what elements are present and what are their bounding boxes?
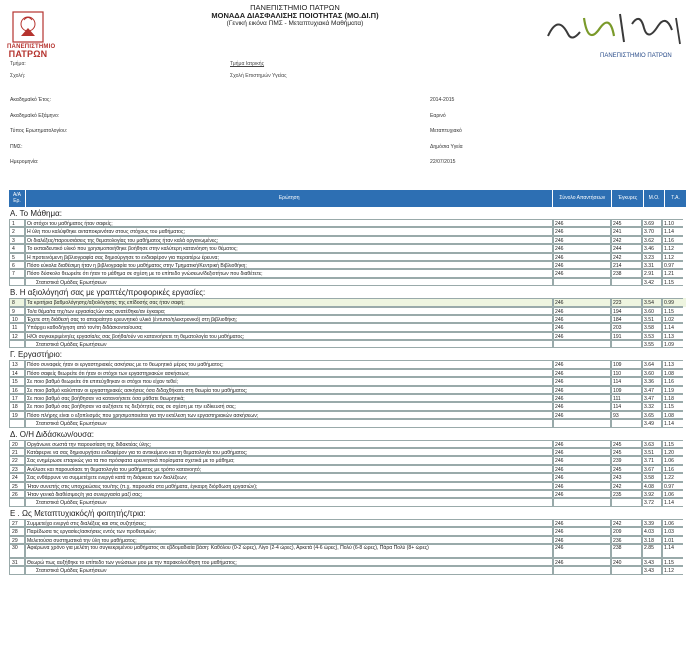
stddev-value: 1.14 [662,544,683,558]
question-number: 19 [9,411,25,419]
question-text: Έχετε στη διάθεσή σας το απαραίτητο ερευνητικό υλικό (έντυπο/ηλεκτρονικό) στη βιβλιοθήκη; [25,315,553,323]
valid-count: 238 [611,269,642,277]
question-number: 29 [9,536,25,544]
table-row [9,519,686,527]
valid-count [611,340,642,348]
mean-value: 3.58 [642,473,662,481]
stddev-value: 1.09 [662,340,683,348]
mean-value: 2.85 [642,544,662,558]
mean-value: 4.03 [642,527,662,535]
table-body [9,208,686,575]
stddev-value: 1.14 [662,419,683,427]
question-text: Η/Οι συγκεκριμένη/ες εργασία/ες σας βοήθα/ούν να κατανοήσετε τη θεματολογία του μαθήματος; [25,332,553,340]
question-number: 21 [9,448,25,456]
header-answers: Σύνολο Απαντήσεων [553,190,612,207]
mean-value: 3.58 [642,323,662,331]
stddev-value: 1.13 [662,360,683,368]
question-number [9,278,25,286]
table-row [9,298,686,306]
stddev-value: 1.01 [662,536,683,544]
stddev-value: 0.99 [662,298,683,306]
stddev-value: 1.10 [662,219,683,227]
question-text: Οι στόχοι του μαθήματος ήταν σαφείς; [25,219,553,227]
stddev-value: 1.14 [662,227,683,235]
question-number: 27 [9,519,25,527]
university-emblem-icon [7,10,49,44]
mean-value: 4.08 [642,482,662,490]
answers-count: 246 [553,527,611,535]
question-text: Σε ποιο βαθμό σας βοήθησαν να κατανοήσετε όσα μάθατε θεωρητικά; [25,394,553,402]
question-number: 8 [9,298,25,306]
stddev-value: 1.06 [662,456,683,464]
modip-signature-icon [540,6,688,54]
valid-count: 194 [611,307,642,315]
survey-info [10,96,690,174]
answers-count: 246 [553,440,611,448]
answers-count: 246 [553,448,611,456]
answers-count: 246 [553,360,611,368]
mean-value: 3.92 [642,490,662,498]
mean-value: 3.65 [642,411,662,419]
question-text: Παρέδωσα τις εργασίες/ασκήσεις εντός των προθεσμιών; [25,527,553,535]
table-row [9,440,686,448]
question-number: 24 [9,473,25,481]
valid-count: 245 [611,448,642,456]
mean-value: 3.51 [642,448,662,456]
valid-count [611,566,642,574]
group-statistics-row [9,278,686,286]
question-text: Το εκπαιδευτικό υλικό που χρησιμοποιήθηκε βοήθησε στην καλύτερη κατανόηση του θέματος; [25,244,553,252]
question-text: Συμμετείχα ενεργά στις διαλέξεις και στις συζητήσεις; [25,519,553,527]
question-number: 6 [9,261,25,269]
mean-value: 3.54 [642,298,662,306]
mean-value: 3.67 [642,465,662,473]
question-number: 9 [9,307,25,315]
valid-count [611,419,642,427]
table-row [9,456,686,464]
group-statistics-row [9,498,686,506]
question-number: 5 [9,253,25,261]
question-number: 12 [9,332,25,340]
question-text: Θεωρώ πως αυξήθηκε το επίπεδο των γνώσεων μου με την παρακολούθηση του μαθήματος; [25,558,553,566]
stddev-value: 1.15 [662,440,683,448]
header-no: Α/Α Ερ. [9,190,26,207]
mean-value: 3.51 [642,315,662,323]
question-number: 11 [9,323,25,331]
stddev-value: 1.06 [662,519,683,527]
stddev-value: 1.14 [662,323,683,331]
valid-count: 93 [611,411,642,419]
questionnaire-type-value: Μεταπτυχιακό [430,128,462,134]
section-title: Δ. Ο/Η Διδάσκων/ουσα: [10,429,94,439]
valid-count: 242 [611,482,642,490]
semester-value: Εαρινό [430,112,446,119]
table-row [9,448,686,456]
valid-count: 241 [611,227,642,235]
question-number [9,566,25,574]
answers-count: 246 [553,315,611,323]
mean-value: 3.64 [642,360,662,368]
table-row [9,253,686,261]
table-row [9,527,686,535]
valid-count: 240 [611,558,642,566]
answers-count: 246 [553,244,611,252]
stddev-value: 0.97 [662,482,683,490]
table-row [9,558,686,566]
stddev-value: 1.16 [662,377,683,385]
valid-count: 245 [611,465,642,473]
question-text: Στατιστικά Ομάδας Ερωτήσεων [25,498,553,506]
stddev-value: 0.97 [662,261,683,269]
mean-value: 3.46 [642,244,662,252]
stddev-value: 1.15 [662,558,683,566]
table-row [9,227,686,235]
stddev-value: 1.08 [662,411,683,419]
answers-count: 246 [553,386,611,394]
question-text: Το/α θέμα/τα της/των εργασίας/ών σας ανατέθηκε/αν έγκαιρα; [25,307,553,315]
mean-value: 3.62 [642,236,662,244]
valid-count [611,498,642,506]
group-statistics-row [9,419,686,427]
answers-count: 246 [553,261,611,269]
question-number: 14 [9,369,25,377]
valid-count: 223 [611,298,642,306]
answers-count: 246 [553,490,611,498]
question-text: Τα κριτήρια βαθμολόγησης/αξιολόγησης της επίδοσής σας ήταν σαφή; [25,298,553,306]
valid-count: 214 [611,261,642,269]
table-row [9,536,686,544]
mean-value: 3.31 [642,261,662,269]
stddev-value: 1.12 [662,566,683,574]
stddev-value: 1.12 [662,244,683,252]
mean-value: 3.70 [642,227,662,235]
question-number: 20 [9,440,25,448]
header-stddev: Τ.Α. [671,194,680,201]
question-number: 25 [9,482,25,490]
valid-count: 110 [611,369,642,377]
question-number: 13 [9,360,25,368]
mean-value: 3.43 [642,558,662,566]
mean-value: 3.47 [642,386,662,394]
question-text: Η ύλη που καλύφθηκε ανταποκρινόταν στους στόχους του μαθήματος; [25,227,553,235]
university-logo [7,10,56,59]
question-text: Στατιστικά Ομάδας Ερωτήσεων [25,340,553,348]
answers-count: 246 [553,332,611,340]
table-row [9,544,686,558]
answers-count: 246 [553,536,611,544]
table-row [9,490,686,498]
question-text: Αφιέρωνα χρόνο για μελέτη του συγκεκριμένου μαθήματος σε εβδομαδιαία βάση: Καθόλου (0-2 ώρες), Λίγο (2-4 ώρες), Αρκετά (4-6 ώρες), Πολύ (6-8 ώρες), Πάρα Πολύ (8+ ώρες) [25,544,553,558]
question-number [9,419,25,427]
question-text: Πόσο δύσκολο θεωρείτε ότι ήταν το μάθημα σε σχέση με το επίπεδο γνώσεων/δεξιοτήτων που διαθέτετε; [25,269,553,277]
table-row [9,315,686,323]
question-number [9,498,25,506]
question-number: 18 [9,402,25,410]
answers-count: 246 [553,519,611,527]
stddev-value: 1.12 [662,253,683,261]
valid-count: 245 [611,440,642,448]
stddev-value: 1.15 [662,402,683,410]
answers-count: 246 [553,236,611,244]
table-row [9,307,686,315]
valid-count: 242 [611,519,642,527]
question-text: Η προτεινόμενη βιβλιογραφία σας δημιούργησε το ενδιαφέρον για περαιτέρω έρευνα; [25,253,553,261]
valid-count: 239 [611,456,642,464]
mean-value: 3.55 [642,340,662,348]
header-question: Ερώτηση [26,190,553,207]
stddev-value: 1.19 [662,386,683,394]
valid-count: 109 [611,360,642,368]
valid-count: 114 [611,402,642,410]
answers-count: 246 [553,558,611,566]
program-label: ΠΜΣ: [10,143,23,150]
question-number: 7 [9,269,25,277]
answers-count [553,566,611,574]
section-title: Γ. Εργαστήριο: [10,350,63,360]
question-number: 4 [9,244,25,252]
valid-count: 242 [611,236,642,244]
question-text: Σας ενημέρωσε επαρκώς για τα πιο πρόσφατα ερευνητικά πορίσματα σχετικά με το μάθημα; [25,456,553,464]
answers-count: 246 [553,307,611,315]
answers-count [553,340,611,348]
table-row [9,236,686,244]
stddev-value: 1.20 [662,448,683,456]
date-value: 22/07/2015 [430,159,456,165]
table-header [9,190,686,207]
stddev-value: 1.03 [662,527,683,535]
questionnaire-type-label: Τύπος Ερωτηματολογίου: [10,128,68,134]
mean-value: 3.53 [642,332,662,340]
header-unit: ΜΟΝΑΔΑ ΔΙΑΣΦΑΛΙΣΗΣ ΠΟΙΟΤΗΤΑΣ (ΜΟ.ΔΙ.Π) [211,11,379,20]
question-text: Σε ποιο βαθμό σας βοήθησαν να αυξήσετε τις δεξιότητές σας σε σχέση με την ειδίκευσή σας; [25,402,553,410]
question-number: 3 [9,236,25,244]
department-value: Τμήμα Ιατρικής [230,61,265,67]
stddev-value: 1.16 [662,465,683,473]
table-row [9,482,686,490]
question-text: Πόσο συναφείς ήταν οι εργαστηριακές ασκήσεις με το θεωρητικό μέρος του μαθήματος; [25,360,553,368]
group-statistics-row [9,566,686,574]
mean-value: 3.36 [642,377,662,385]
valid-count: 109 [611,386,642,394]
valid-count: 244 [611,244,642,252]
valid-count: 235 [611,490,642,498]
modip-logo [540,6,688,66]
mean-value: 3.60 [642,307,662,315]
table-row [9,269,686,277]
question-number: 22 [9,456,25,464]
answers-count: 246 [553,298,611,306]
header-valid: Έγκυρες [612,190,644,207]
group-statistics-row [9,340,686,348]
date-label: Ημερομηνία: [10,159,39,165]
logo-text-2: ΠΑΤΡΩΝ [8,49,48,59]
valid-count: 184 [611,315,642,323]
valid-count: 191 [611,332,642,340]
year-value: 2014-2015 [430,97,455,103]
answers-count: 246 [553,411,611,419]
valid-count: 242 [611,253,642,261]
school-label: Σχολή: [10,73,26,79]
answers-count: 246 [553,473,611,481]
mean-value: 3.23 [642,253,662,261]
answers-count: 246 [553,465,611,473]
mean-value: 3.71 [642,456,662,464]
results-table [9,190,686,575]
table-row [9,386,686,394]
valid-count: 236 [611,536,642,544]
question-text: Κατάφερνε να σας δημιουργήσει ενδιαφέρον για το αντικείμενο και τη θεματολογία του μαθήματος; [25,448,553,456]
mean-value: 3.42 [642,278,662,286]
question-text: Στατιστικά Ομάδας Ερωτήσεων [25,566,553,574]
question-number: 10 [9,315,25,323]
year-label: Ακαδημαϊκό Έτος: [10,97,51,103]
stddev-value: 1.16 [662,236,683,244]
table-row [9,360,686,368]
stddev-value: 1.21 [662,269,683,277]
mean-value: 3.47 [642,394,662,402]
valid-count: 243 [611,473,642,481]
question-text: Ανέλυσε και παρουσίασε τη θεματολογία του μαθήματος με τρόπο κατανοητό; [25,465,553,473]
table-row [9,411,686,419]
mean-value: 3.63 [642,440,662,448]
report-header [170,4,420,28]
section-title: Α. Το Μάθημα: [10,209,62,218]
answers-count: 246 [553,544,611,558]
mean-value: 3.32 [642,402,662,410]
valid-count: 238 [611,544,642,558]
question-number: 17 [9,394,25,402]
question-text: Στατιστικά Ομάδας Ερωτήσεων [25,419,553,427]
answers-count: 246 [553,369,611,377]
answers-count: 246 [553,456,611,464]
mean-value: 3.69 [642,219,662,227]
answers-count: 246 [553,269,611,277]
answers-count: 246 [553,227,611,235]
table-row [9,332,686,340]
question-text: Πόσο πλήρης είναι ο εξοπλισμός που χρησιμοποιείται για την εκτέλεση των εργαστηριακών ασκήσεων; [25,411,553,419]
valid-count [611,278,642,286]
table-row [9,465,686,473]
table-row [9,377,686,385]
stddev-value: 1.08 [662,369,683,377]
question-number: 2 [9,227,25,235]
stddev-value: 1.06 [662,490,683,498]
question-number: 16 [9,386,25,394]
valid-count: 114 [611,377,642,385]
question-number: 1 [9,219,25,227]
question-number: 31 [9,558,25,566]
mean-value: 3.43 [642,566,662,574]
stddev-value: 1.18 [662,394,683,402]
mean-value: 3.49 [642,419,662,427]
question-number: 26 [9,490,25,498]
question-number [9,340,25,348]
modip-tagline: ΠΑΝΕΠΙΣΤΗΜΙΟ ΠΑΤΡΩΝ [600,53,672,59]
answers-count [553,498,611,506]
header-mean: Μ.Ο. [644,190,665,207]
table-row [9,394,686,402]
answers-count [553,278,611,286]
question-number: 23 [9,465,25,473]
question-text: Σε ποιο βαθμό καλύπταν οι εργαστηριακές ασκήσεις όσα διδαχθήκατε στη θεωρία του μαθήματος; [25,386,553,394]
program-value: Δημόσια Υγεία [430,143,463,150]
answers-count: 246 [553,323,611,331]
question-number: 15 [9,377,25,385]
answers-count: 246 [553,482,611,490]
table-row [9,369,686,377]
mean-value: 3.72 [642,498,662,506]
table-row [9,244,686,252]
section-title: Ε . Ως Μεταπτυχιακός/ή φοιτητής/τρια: [10,508,146,518]
mean-value: 3.18 [642,536,662,544]
stddev-value: 1.13 [662,332,683,340]
mean-value: 2.91 [642,269,662,277]
question-text: Σε ποιο βαθμό θεωρείτε ότι επιτεύχθηκαν οι στόχοι που είχαν τεθεί; [25,377,553,385]
header-university: ΠΑΝΕΠΙΣΤΗΜΙΟ ΠΑΤΡΩΝ [250,3,340,12]
question-text: Οργάνωνε σωστά την παρουσίαση της διδακτέας ύλης; [25,440,553,448]
mean-value: 3.39 [642,519,662,527]
question-text: Μελετούσα συστηματικά την ύλη του μαθήματος; [25,536,553,544]
answers-count: 246 [553,219,611,227]
table-row [9,219,686,227]
question-text: Ήταν συνεπής στις υποχρεώσεις του/της (π.χ. παρουσία στα μαθήματα, έγκαιρη διόρθωση εργασιών); [25,482,553,490]
valid-count: 203 [611,323,642,331]
stddev-value: 1.02 [662,315,683,323]
answers-count [553,419,611,427]
table-row [9,323,686,331]
question-text: Στατιστικά Ομάδας Ερωτήσεων [25,278,553,286]
answers-count: 246 [553,402,611,410]
mean-value: 3.60 [642,369,662,377]
question-number: 28 [9,527,25,535]
question-text: Ήταν γενικά διαθέσιμος/η για συνεργασία μαζί σας; [25,490,553,498]
answers-count: 246 [553,253,611,261]
answers-count: 246 [553,394,611,402]
semester-label: Ακαδημαϊκό Εξάμηνο: [10,112,60,119]
stddev-value: 1.14 [662,498,683,506]
table-row [9,473,686,481]
department-label: Τμήμα: [10,61,26,67]
logo-text-1: ΠΑΝΕΠΙΣΤΗΜΙΟ [7,44,56,50]
school-value: Σχολή Επιστημών Υγείας [230,73,287,79]
question-text: Πόσο εύκολα διαθέσιμη ήταν η βιβλιογραφία του μαθήματος στην Τμηματική/Κεντρική Βιβλιοθήκη; [25,261,553,269]
stddev-value: 1.22 [662,473,683,481]
stddev-value: 1.15 [662,278,683,286]
section-title: Β. Η αξιολόγησή σας με γραπτές/προφορικές εργασίες: [10,288,206,298]
stddev-value: 1.15 [662,307,683,315]
header-subtitle: (Γενική εικόνα ΠΜΣ - Μεταπτυχιακά Μαθήματα) [226,20,364,27]
answers-count: 246 [553,377,611,385]
table-row [9,261,686,269]
question-text: Οι διαλέξεις/παρουσιάσεις της θεματολογίας του μαθήματος ήταν καλά οργανωμένες; [25,236,553,244]
valid-count: 245 [611,219,642,227]
question-text: Σας ενθάρρυνε να συμμετέχετε ενεργά κατά τη διάρκεια των διαλέξεων; [25,473,553,481]
table-row [9,402,686,410]
valid-count: 209 [611,527,642,535]
question-text: Πόσο σαφείς θεωρείτε ότι ήταν οι στόχοι των εργαστηριακών ασκήσεων; [25,369,553,377]
question-number: 30 [9,544,25,558]
question-text: Υπάρχει καθοδήγηση από τον/τη διδάσκοντα/ουσα; [25,323,553,331]
valid-count: 111 [611,394,642,402]
